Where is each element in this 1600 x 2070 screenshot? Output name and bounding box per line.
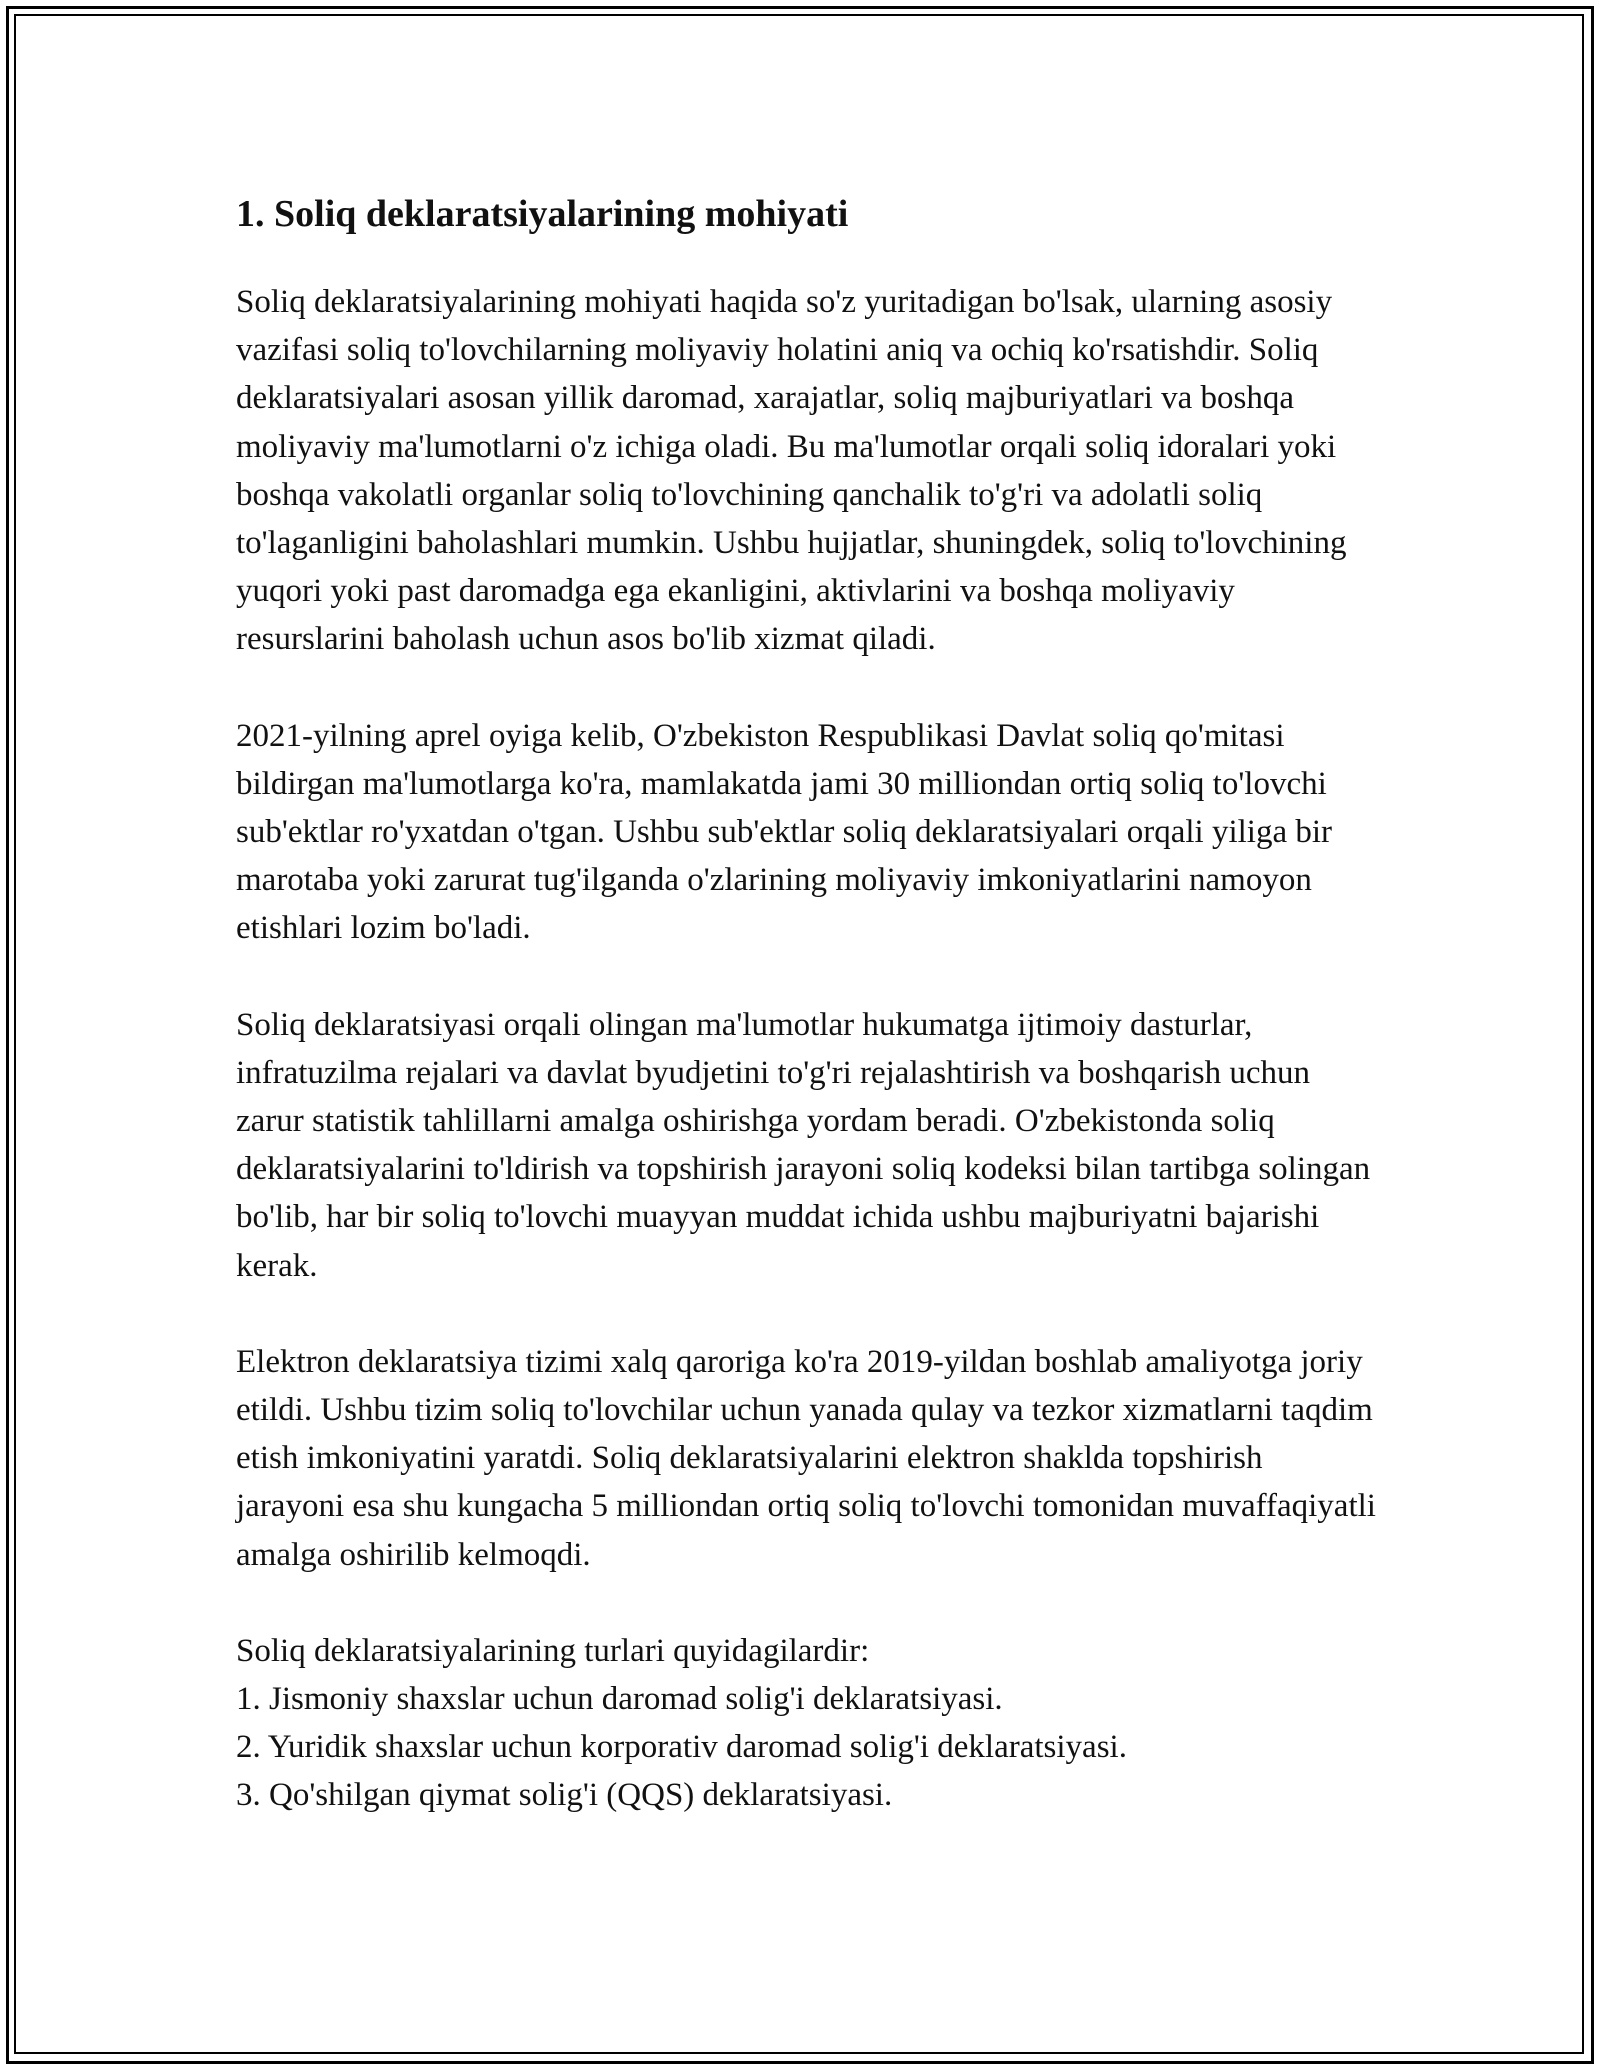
paragraph-statistics: 2021-yilning aprel oyiga kelib, O'zbekiston Respublikasi Davlat soliq qo'mitasi bildirgan ma'lumotlarga ko'ra, mamlakatda jami 30 milliondan ortiq soliq to'lovchi sub'ektlar ro'yxatdan o'tgan. Ushbu sub'ektlar soliq deklaratsiyalari orqali yiliga bir marotaba yoki zarurat tug'ilganda o'zlarining moliyaviy imkoniyatlarini namoyon etishlari lozim bo'ladi.: [236, 717, 1333, 947]
section-heading: 1. Soliq deklaratsiyalarining mohiyati: [236, 193, 849, 235]
list-item: 2. Yuridik shaxslar uchun korporativ daromad solig'i deklaratsiyasi.: [236, 1729, 1127, 1766]
types-intro: Soliq deklaratsiyalarining turlari quyidagilardir:: [236, 1632, 870, 1669]
list-item: 1. Jismoniy shaxslar uchun daromad solig'i deklaratsiyasi.: [236, 1681, 1003, 1718]
paragraph-government-use: Soliq deklaratsiyasi orqali olingan ma'lumotlar hukumatga ijtimoiy dasturlar, infratuzilma rejalari va davlat byudjetini to'g'ri rejalashtirish va boshqarish uchun zarur statistik tahlillarni amalga oshirishga yordam beradi. O'zbekistonda soliq deklaratsiyalarini to'ldirish va topshirish jarayoni soliq kodeksi bilan tartibga solingan bo'lib, har bir soliq to'lovchi muayyan muddat ichida ushbu majburiyatni bajarishi kerak.: [236, 1006, 1371, 1284]
list-item: 3. Qo'shilgan qiymat solig'i (QQS) deklaratsiyasi.: [236, 1777, 893, 1814]
paragraph-essence: Soliq deklaratsiyalarining mohiyati haqida so'z yuritadigan bo'lsak, ularning asosiy vazifasi soliq to'lovchilarning moliyaviy holatini aniq va ochiq ko'rsatishdir. Soliq deklaratsiyalari asosan yillik daromad, xarajatlar, soliq majburiyatlari va boshqa moliyaviy ma'lumotlarni o'z ichiga oladi. Bu ma'lumotlar orqali soliq idoralari yoki boshqa vakolatli organlar soliq to'lovchining qanchalik to'g'ri va adolatli soliq to'laganligini baholashlari mumkin. Ushbu hujjatlar, shuningdek, soliq to'lovchining yuqori yoki past daromadga ega ekanligini, aktivlarini va boshqa moliyaviy resurslarini baholash uchun asos bo'lib xizmat qiladi.: [236, 284, 1347, 658]
document-body: [236, 186, 1376, 1820]
declaration-types: [236, 1627, 1376, 1820]
paragraph-electronic-system: Elektron deklaratsiya tizimi xalq qaroriga ko'ra 2019-yildan boshlab amaliyotga joriy etildi. Ushbu tizim soliq to'lovchilar uchun yanada qulay va tezkor xizmatlarni taqdim etish imkoniyatini yaratdi. Soliq deklaratsiyalarini elektron shaklda topshirish jarayoni esa shu kungacha 5 milliondan ortiq soliq to'lovchi tomonidan muvaffaqiyatli amalga oshirilib kelmoqdi.: [236, 1343, 1376, 1573]
